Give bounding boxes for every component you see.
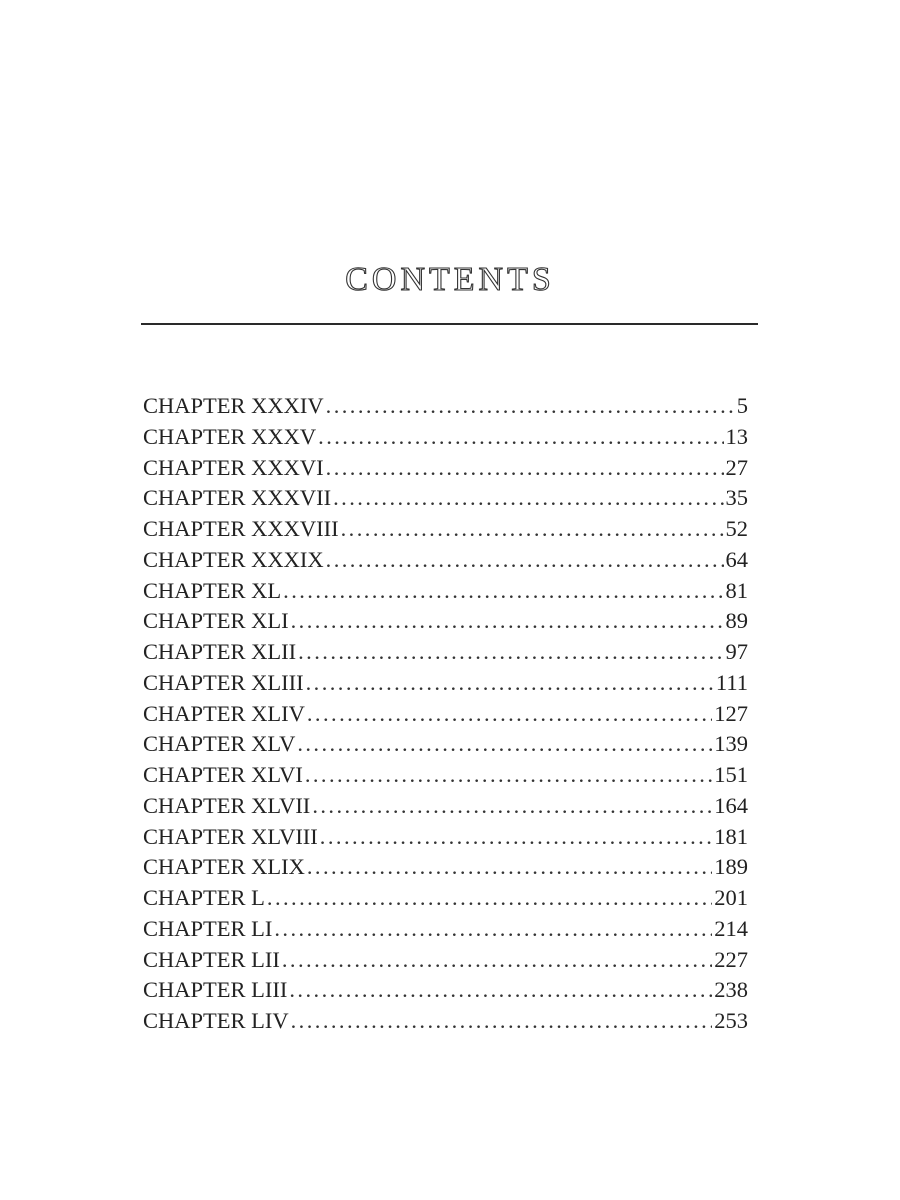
toc-entry[interactable] <box>143 760 748 791</box>
toc-entry[interactable] <box>143 453 748 484</box>
toc-entry[interactable] <box>143 852 748 883</box>
chapter-label: CHAPTER XLVIII <box>143 823 318 849</box>
toc-entry[interactable] <box>143 822 748 853</box>
chapter-label: CHAPTER LII <box>143 946 280 972</box>
chapter-label: CHAPTER XL <box>143 577 282 603</box>
dot-leader <box>282 945 712 975</box>
chapter-label: CHAPTER XLVI <box>143 762 303 787</box>
page-number: 181 <box>714 823 748 849</box>
toc-entry[interactable] <box>143 545 748 576</box>
page-number: 227 <box>714 946 748 972</box>
page-number: 52 <box>725 516 748 541</box>
dot-leader <box>326 453 724 483</box>
page-number: 81 <box>725 577 748 603</box>
page-number: 13 <box>725 423 748 449</box>
dot-leader <box>297 729 712 759</box>
chapter-label: CHAPTER XXXVII <box>143 485 332 511</box>
toc-entry[interactable] <box>143 729 748 760</box>
dot-leader <box>305 760 712 790</box>
dot-leader <box>307 699 712 729</box>
page-number: 164 <box>714 792 748 818</box>
toc-entry[interactable] <box>143 1006 748 1037</box>
page-number: 89 <box>725 608 748 634</box>
chapter-label: CHAPTER LIII <box>143 977 288 1003</box>
dot-leader <box>320 822 712 852</box>
page-title: CONTENTS <box>345 261 555 298</box>
page-number: 5 <box>736 393 748 418</box>
chapter-label: CHAPTER XLIX <box>143 854 305 880</box>
dot-leader <box>341 514 724 544</box>
toc-entry[interactable] <box>143 791 748 822</box>
dot-leader <box>283 576 723 606</box>
page-number: 238 <box>714 977 748 1003</box>
toc-entry[interactable] <box>143 975 748 1006</box>
page-number: 189 <box>714 854 748 880</box>
title-divider <box>141 323 758 325</box>
page-number: 151 <box>714 762 748 787</box>
dot-leader <box>267 883 712 913</box>
page-number: 27 <box>725 454 748 480</box>
chapter-label: CHAPTER XLI <box>143 608 289 634</box>
dot-leader <box>312 791 712 821</box>
dot-leader <box>318 422 723 452</box>
page-number: 64 <box>725 546 748 572</box>
dot-leader <box>274 914 712 944</box>
chapter-label: CHAPTER LIV <box>143 1008 289 1033</box>
chapter-label: CHAPTER XXXV <box>143 423 317 449</box>
dot-leader <box>291 1006 713 1036</box>
toc-entry[interactable] <box>143 914 748 945</box>
page-number: 201 <box>714 885 748 910</box>
toc-entry[interactable] <box>143 637 748 668</box>
toc-entry[interactable] <box>143 514 748 545</box>
chapter-label: CHAPTER XXXVIII <box>143 516 339 541</box>
dot-leader <box>326 545 724 575</box>
page-number: 139 <box>714 731 748 757</box>
chapter-label: CHAPTER XLV <box>143 731 296 757</box>
chapter-label: CHAPTER XXXVI <box>143 454 324 480</box>
dot-leader <box>326 391 735 421</box>
chapter-label: CHAPTER XLIII <box>143 669 304 695</box>
chapter-label: CHAPTER XXXIX <box>143 546 324 572</box>
chapter-label: CHAPTER XLVII <box>143 792 311 818</box>
chapter-label: CHAPTER XLIV <box>143 700 305 726</box>
dot-leader <box>298 637 723 667</box>
toc-entry[interactable] <box>143 483 748 514</box>
dot-leader <box>306 668 714 698</box>
toc-entry[interactable] <box>143 576 748 607</box>
page-number: 214 <box>714 915 748 941</box>
toc-entry[interactable] <box>143 883 748 914</box>
table-of-contents <box>143 391 748 1037</box>
dot-leader <box>289 975 712 1005</box>
page-number: 35 <box>725 485 748 511</box>
toc-entry[interactable] <box>143 945 748 976</box>
dot-leader <box>333 483 723 513</box>
chapter-label: CHAPTER LI <box>143 915 273 941</box>
dot-leader <box>307 852 712 882</box>
dot-leader <box>291 606 724 636</box>
chapter-label: CHAPTER XLII <box>143 639 297 664</box>
toc-entry[interactable] <box>143 606 748 637</box>
page-number: 253 <box>714 1008 748 1033</box>
page-number: 111 <box>715 669 748 695</box>
toc-entry[interactable] <box>143 422 748 453</box>
toc-entry[interactable] <box>143 699 748 730</box>
chapter-label: CHAPTER L <box>143 885 265 910</box>
page-number: 127 <box>714 700 748 726</box>
toc-entry[interactable] <box>143 391 748 422</box>
toc-entry[interactable] <box>143 668 748 699</box>
chapter-label: CHAPTER XXXIV <box>143 393 324 418</box>
page-number: 97 <box>725 639 748 664</box>
